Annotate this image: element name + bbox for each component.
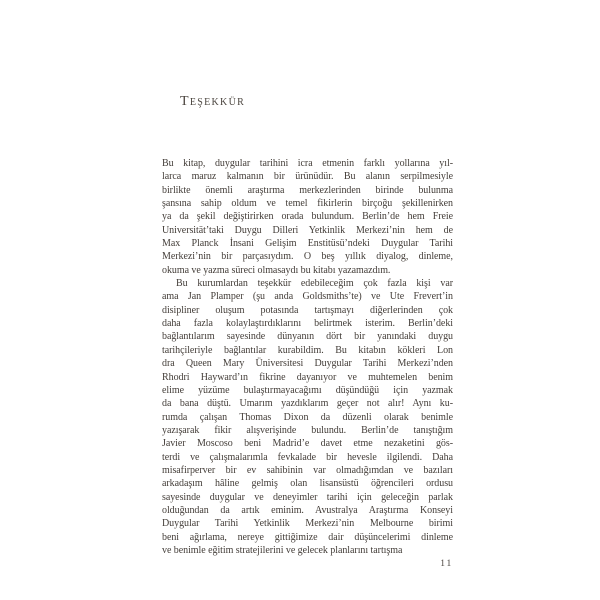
text-line: Rhodri Hayward’ın fikrine dayanıyor ve muhtemelen benim xyxy=(162,371,453,383)
text-line: elime yüzüme bulaştırmayacağımı düşündüğü için yazmak xyxy=(162,384,453,396)
text-line: dra Queen Mary Üniversitesi Duygular Tarihi Merkezi’nden xyxy=(162,358,453,370)
page-number: 11 xyxy=(440,559,453,569)
text-line: Bu kitap, duygular tarihini icra etmenin farklı yollarına yıl- xyxy=(162,158,453,169)
text-line: misafirperver bir ev sahibinin var olmadığımdan ve bazıları xyxy=(162,464,453,476)
text-line: olduğundan da artık eminim. Avustralya Araştırma Konseyi xyxy=(162,504,453,516)
text-line: beni ağırlama, nereye gittiğimize dair düşüncelerimi dinleme xyxy=(162,531,453,543)
text-line: yazışarak fikir alışverişinde bulundu. Berlin’de tanıştığım xyxy=(162,424,453,436)
text-line: birlikte önemli araştırma merkezlerinden birinde bulunma xyxy=(162,184,453,196)
text-line: ve benimle eğitim stratejilerini ve gelecek planlarını tartışma xyxy=(162,544,403,556)
text-line: Javier Moscoso beni Madrid’e davet etme nezaketini gös- xyxy=(162,438,453,450)
text-line: disipliner oluşum potasında tartışmayı diğerlerinden çok xyxy=(162,304,453,316)
paragraph xyxy=(162,277,453,557)
text-line: Duygular Tarihi Yetkinlik Merkezi’nin Melbourne birimi xyxy=(162,518,453,530)
text-line: Max Planck İnsani Gelişim Enstitüsü’ndeki Duygular Tarihi xyxy=(162,238,453,250)
text-line: tarihçileriyle bağlantılar kurabildim. Bu kitabın kökleri Lon xyxy=(162,344,453,356)
text-line: bağlantılarım sayesinde dünyanın dört bir yanındaki duygu xyxy=(162,331,453,343)
text-line: daha fazla kolaylaştırdıklarını belirtmek isterim. Berlin’deki xyxy=(162,318,453,330)
text-line: okuma ve yazma süreci olmasaydı bu kitabı yazamazdım. xyxy=(162,264,391,276)
text-line: arkadaşım hâline gelmiş olan lisansüstü öğrencileri ordusu xyxy=(162,478,453,490)
text-line: Bu kurumlardan teşekkür edebileceğim çok fazla kişi var xyxy=(176,278,453,290)
text-line: Merkezi’nin bir parçasıydım. O beş yıllık diyalog, dinleme, xyxy=(162,251,453,263)
paragraph xyxy=(162,157,453,277)
text-line: rumda çalışan Thomas Dixon da düzenli olarak benimle xyxy=(162,411,453,423)
body-text-block xyxy=(162,157,453,557)
text-line: ya da şekil değiştirirken orada bulundum. Berlin’de hem Freie xyxy=(162,211,453,223)
text-line: da bana düştü. Umarım yazdıklarım geçer not alır! Aynı ku- xyxy=(162,398,453,410)
page-title: Teşekkür xyxy=(180,94,246,109)
text-line: Universität’taki Duygu Dilleri Yetkinlik Merkezi’nin hem de xyxy=(162,224,453,236)
text-line: terdi ve çalışmalarımla fevkalade bir hevesle ilgilendi. Daha xyxy=(162,451,453,463)
text-line: larca maruz kalmanın bir ürünüdür. Bu alanın serpilmesiyle xyxy=(162,171,453,183)
text-line: ama Jan Plamper (şu anda Goldsmiths’te) ve Ute Frevert’in xyxy=(162,291,453,303)
text-line: şansına sahip oldum ve temel fikirlerin birçoğu şekillenirken xyxy=(162,198,453,210)
text-line: sayesinde duygular ve deneyimler tarihi için geleceğin parlak xyxy=(162,491,453,503)
